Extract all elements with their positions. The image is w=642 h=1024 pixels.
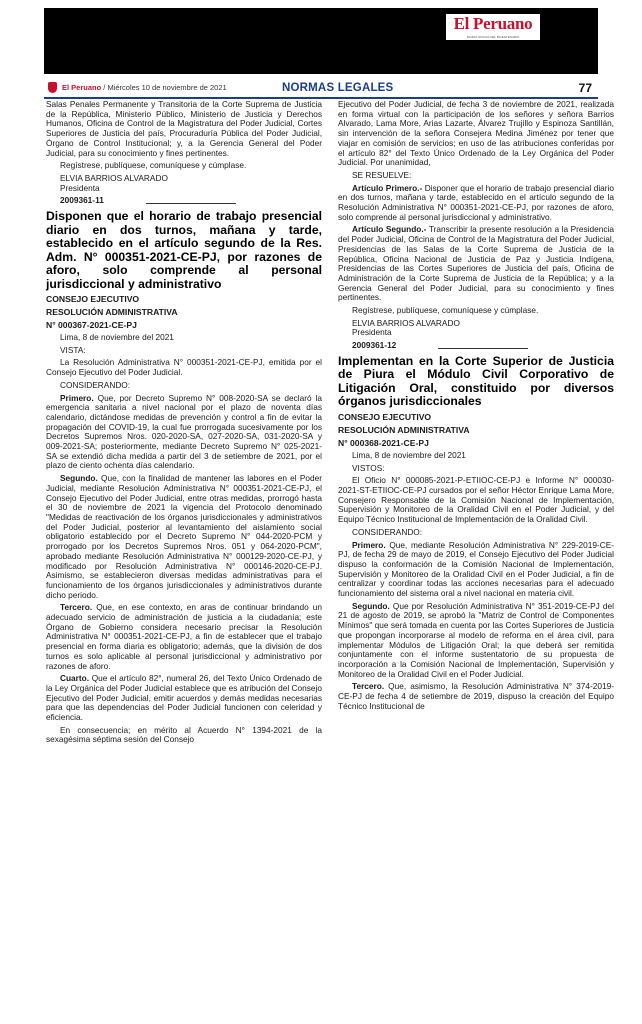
resolution-title: RESOLUCIÓN ADMINISTRATIVA (46, 307, 178, 318)
article-primero (338, 184, 614, 223)
vistos-label: VISTOS: (352, 462, 385, 473)
resolution-title: RESOLUCIÓN ADMINISTRATIVA (338, 424, 470, 435)
signatory-name: ELVIA BARRIOS ALVARADO (352, 317, 460, 328)
header-date: / Miércoles 10 de noviembre de 2021 (103, 83, 227, 92)
article-text: Disponer que el horario de trabajo presencial diario en dos turnos, mañana y tarde, establecido en el artículo segundo de la Resolución Administrativa N° 000351-2021-CE-PJ, por razones de aforo, solo comprende al personal jurisdiccional y administrativo. (338, 182, 614, 222)
clause-lead: Cuarto. (60, 673, 90, 684)
resolution-number: N° 000368-2021-CE-PJ (338, 437, 429, 448)
paragraph: Ejecutivo del Poder Judicial, de fecha 3 de noviembre de 2021, realizada en forma virtual con la participación de los señores y señora Barrios Alvarado, Lama More, Arias Lazarte, Álvarez Trujillo y Espinoza Santillán, sin intervención de la señora Consejera Medina Jiménez por tener que viajar en comisión de servicios; en uso de las atribuciones conferidas por el artículo 82° del Texto Único Ordenado de la Ley Orgánica del Poder Judicial. Por unanimidad, (338, 99, 614, 168)
article-heading: Implementan en la Corte Superior de Justicia de Piura el Módulo Civil Corporativo de Litigación Oral, constituido por diversos órganos jurisdiccionales (338, 353, 614, 409)
clause-text: Que, en ese contexto, en aras de continuar brindando un adecuado servicio de administración de justicia a la ciudadanía; este Órgano de Gobierno considera necesario precisar la Resolución Administrativa N° 000351-2021-CE-PJ, a fin de establecer que el trabajo presencial en forma diaria es obligatorio; además, que la división de dos turnos es solo aplicable al personal jurisdiccional y administrativo por razones de aforo. (46, 602, 322, 671)
document-code: 2009361-12 (352, 340, 397, 351)
signature (338, 319, 614, 338)
article-lead: Artículo Segundo.- (352, 224, 427, 235)
section-title: NORMAS LEGALES (282, 82, 394, 94)
closing-formula: Regístrese, publíquese, comuníquese y cúmplase. (352, 305, 539, 316)
right-column (338, 100, 614, 714)
left-column (46, 100, 322, 748)
clause-lead: Segundo. (60, 473, 98, 484)
considerando-label: CONSIDERANDO: (352, 526, 423, 537)
clause-text: Que por Resolución Administrativa N° 351-2019-CE-PJ del 21 de agosto de 2019, se aprobó la "Matriz de Control de Componentes Mínimos" que será tomada en cuenta por las Cortes Superiores de Justicia que propongan incorporarse al modelo de reforma en el área civil, para implementar Módulos de Litigación Oral; la que deberá ser remitida conjuntamente con el informe sustentatorio de su propuesta de incorporación a la Comisión Nacional de Implementación, Supervisión y Monitoreo de la Oralidad Civil en el Poder Judicial. (338, 600, 614, 679)
clause-lead: Segundo. (352, 600, 390, 611)
separator (438, 348, 528, 349)
article-segundo (338, 225, 614, 303)
signatory-title: Presidenta (60, 182, 100, 193)
clause-text: Que, mediante Resolución Administrativa N° 229-2019-CE-PJ, de fecha 29 de mayo de 2019, el Consejo Ejecutivo del Poder Judicial dispuso la conformación de la Comisión Nacional de Implementación, Supervisión y Monitoreo de la Oralidad Civil en el Poder Judicial, a fin de centralizar y coordinar todas las acciones necesarias para el adecuado funcionamiento del sistema oral a nivel nacional en materia civil. (338, 539, 614, 599)
page-number: 77 (578, 81, 592, 95)
vistos-text: El Oficio N° 000085-2021-P-ETIIOC-CE-PJ e Informe N° 000030-2021-ST-ETIIOC-CE-PJ cursados por el señor Héctor Enrique Lama More, Consejero Responsable de la Comisión Nacional de Implementación, Supervisión y Monitoreo de la Oralidad Civil en el Poder Judicial, y del Equipo Técnico Institucional de Implementación de la Oralidad Civil. (338, 475, 614, 525)
clause-text: Que el artículo 82°, numeral 26, del Texto Único Ordenado de la Ley Orgánica del Poder Judicial establece que es atribución del Consejo Ejecutivo del Poder Judicial, emitir acuerdos y demás medidas necesarias para que las dependencias del Poder Judicial funcionen con celeridad y eficiencia. (46, 673, 322, 723)
article-heading: Disponen que el horario de trabajo presencial diario en dos turnos, mañana y tarde, establecido en el artículo segundo de la Res. Adm. N° 000351-2021-CE-PJ, por razones de aforo, solo comprende al personal jurisdiccional y administrativo (46, 209, 322, 291)
vista-label: VISTA: (60, 344, 86, 355)
resolution-number: N° 000367-2021-CE-PJ (46, 320, 137, 331)
organ-name: CONSEJO EJECUTIVO (46, 294, 140, 305)
clause-text: Que, asimismo, la Resolución Administrativa N° 374-2019-CE-PJ de fecha 4 de setiembre de 2019, dispuso la creación del Equipo Técnico Institucional de (338, 681, 614, 711)
vista-text: La Resolución Administrativa N° 000351-2021-CE-PJ, emitida por el Consejo Ejecutivo del Poder Judicial. (46, 357, 322, 378)
clause-lead: Tercero. (352, 681, 385, 692)
closing-formula: Regístrese, publíquese, comuníquese y cúmplase. (60, 160, 247, 171)
coat-of-arms-icon (48, 82, 57, 93)
article-lead: Artículo Primero.- (352, 182, 423, 193)
signatory-name: ELVIA BARRIOS ALVARADO (60, 172, 168, 183)
organ-name: CONSEJO EJECUTIVO (338, 411, 432, 422)
clause-lead: Tercero. (60, 602, 93, 613)
place-date: Lima, 8 de noviembre del 2021 (352, 449, 466, 460)
clause-text: Que, por Decreto Supremo N° 008-2020-SA se declaró la emergencia sanitaria a nivel nacional por el plazo de noventa días calendario, dictándose medidas de prevención y control a fin de evitar la propagación del COVID-19, la cual fue prorrogada sucesivamente por los Decretos Supremos Nros. 020-2020-SA, 027-2020-SA, 031-2020-SA y 009-2021-SA; posteriormente, mediante Decreto Supremo N° 025-2021-SA se extendió dicha medida a partir del 3 de setiembre de 2021, por el plazo de ciento ochenta días calendario. (46, 392, 322, 471)
el-peruano-logo: El Peruano (446, 14, 540, 36)
considerando-primero (46, 394, 322, 472)
logo-subtitle: DIARIO OFICIAL DEL BICENTENARIO (446, 34, 540, 40)
signature (46, 174, 322, 193)
page-header (44, 80, 598, 96)
signatory-title: Presidenta (352, 327, 392, 338)
considerando-segundo (46, 474, 322, 600)
considerando-tercero (46, 603, 322, 671)
clause-lead: Primero. (352, 539, 386, 550)
paragraph-final: En consecuencia; en mérito al Acuerdo N° 1394-2021 de la sexagésima séptima sesión del Consejo (46, 724, 322, 745)
place-date: Lima, 8 de noviembre del 2021 (60, 332, 174, 343)
considerando-tercero (338, 682, 614, 711)
considerando-segundo (338, 602, 614, 680)
document-code: 2009361-11 (60, 195, 104, 206)
considerando-primero (338, 541, 614, 599)
separator (146, 203, 236, 204)
resolve-label: SE RESUELVE: (352, 169, 412, 180)
considerando-cuarto (46, 674, 322, 723)
considerando-label: CONSIDERANDO: (60, 379, 131, 390)
header-paper-date (62, 82, 227, 94)
paragraph: Salas Penales Permanente y Transitoria de la Corte Suprema de Justicia de la República, Ministerio Público, Ministerio de Justicia y Derechos Humanos, Oficina de Control de la Magistratura del Poder Judicial, Cortes Superiores de Justicia del país, Procuraduría Pública del Poder Judicial, Órgano de Control Institucional; y, a la Gerencia General del Poder Judicial, para su conocimiento y fines pertinentes. (46, 99, 322, 158)
header-paper-name: El Peruano (62, 83, 102, 92)
clause-text: Que, con la finalidad de mantener las labores en el Poder Judicial, mediante Resolución Administrativa N° 000351-2021-CE-PJ, el Consejo Ejecutivo del Poder Judicial, entre otras medidas, prorrogó hasta el 30 de noviembre de 2021 la vigencia del Protocolo denominado "Medidas de reactivación de los órganos jurisdiccionales y administrativos del Poder Judicial, posterior al levantamiento del aislamiento social obligatorio establecido por el Decreto Supremo N° 044-2020-PCM y prorrogado por los Decretos Supremos Nros. 051 y 064-2020-PCM", aprobado mediante Resolución Administrativa N° 000129-2020-CE-PJ, y modificado por Resolución Administrativa N° 000146-2020-CE-PJ. Asimismo, se establecieron diversas medidas administrativas para el funcionamiento de los órganos jurisdiccionales y administrativos durante dicho periodo. (46, 473, 322, 600)
clause-lead: Primero. (60, 392, 94, 403)
article-text: Transcribir la presente resolución a la Presidencia del Poder Judicial, Oficina de Control de la Magistratura del Poder Judicial, Presidencias de las Salas de la Corte Suprema de Justicia de la República, Oficina Nacional de Justicia de Paz y Justicia Indígena, Presidencias de las Cortes Superiores de Justicia del país, Oficina de Administración de la Corte Suprema de Justicia de la República; y a la Gerencia General del Poder Judicial, para su conocimiento y fines pertinentes. (338, 224, 614, 303)
